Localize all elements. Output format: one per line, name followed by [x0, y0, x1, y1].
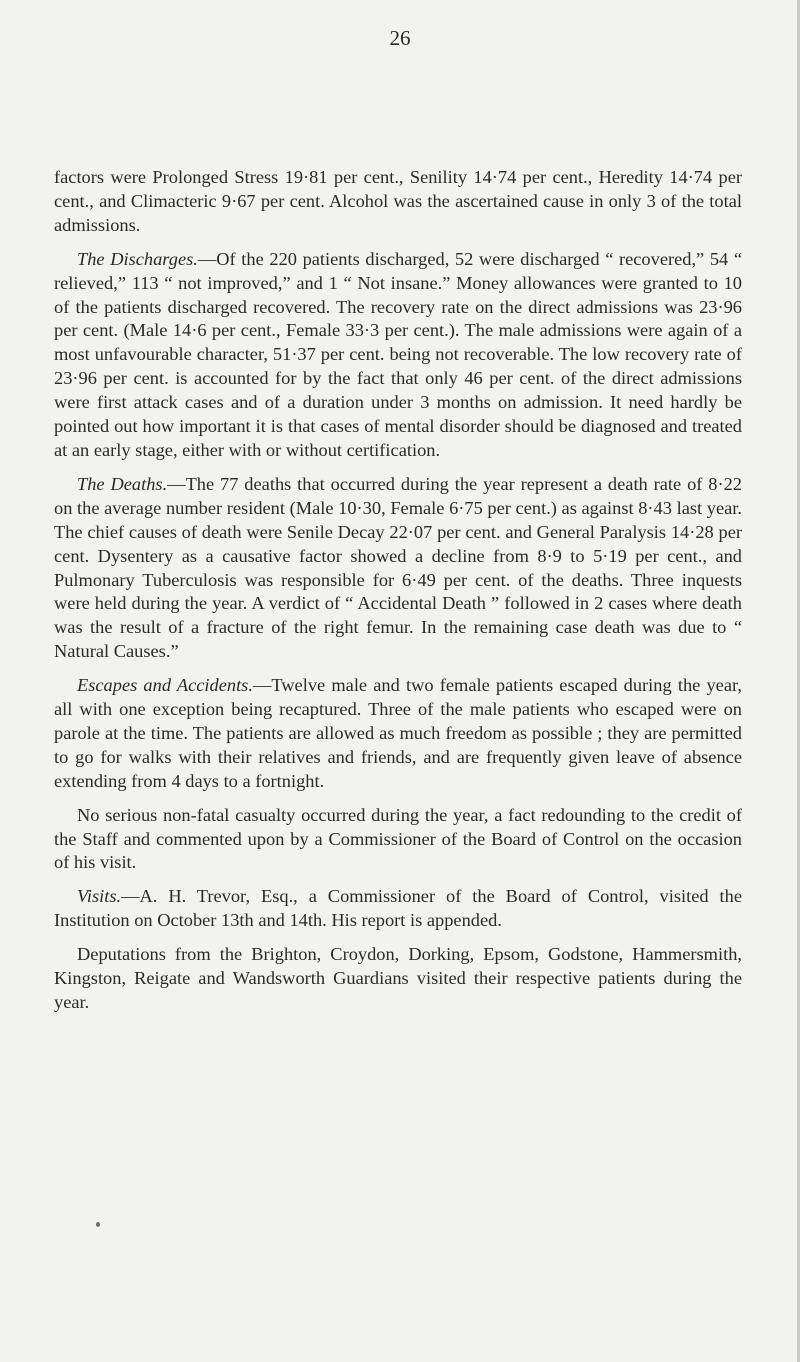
paragraph-text: —Twelve male and two female patients escaped during the year, all with one exception being recaptured. Three of the male patients who escaped were on parole at the time. The patients are allowed as much freedom as possible ; they are permitted to go for walks with their relatives and friends, and are frequently given leave of absence extending from 4 days to a fortnight.: [54, 675, 742, 791]
section-heading-deaths: The Deaths.: [77, 473, 168, 494]
paragraph-text: —A. H. Trevor, Esq., a Commissioner of the Board of Control, visited the Institution on October 13th and 14th. His report is appended.: [54, 886, 742, 931]
paragraph-text: Deputations from the Brighton, Croydon, Dorking, Epsom, Godstone, Hammersmith, Kingston, Reigate and Wandsworth Guardians visited their respective patients during the year.: [54, 944, 742, 1012]
paragraph-visits: [54, 885, 742, 933]
paragraph-casualty: [54, 804, 742, 876]
paragraph-escapes: [54, 674, 742, 794]
body-text: [54, 166, 742, 1025]
paragraph-text: —Of the 220 patients discharged, 52 were discharged “ recovered,” 54 “ relieved,” 113 “ not improved,” and 1 “ Not insane.” Money allowances were granted to 10 of the patients discharged recovered. The recovery rate on the direct admissions was 23·96 per cent. (Male 14·6 per cent., Female 33·3 per cent.). The male admissions were again of a most unfavourable character, 51·37 per cent. being not recoverable. The low recovery rate of 23·96 per cent. is accounted for by the fact that only 46 per cent. of the direct admissions were first attack cases and of a duration under 3 months on admission. It need hardly be pointed out how important it is that cases of mental disorder should be diagnosed and treated at an early stage, either with or without certification.: [54, 248, 742, 460]
ink-speck: [96, 1222, 100, 1227]
section-heading-visits: Visits.: [77, 886, 122, 907]
paragraph-deputations: [54, 943, 742, 1015]
paragraph-text: No serious non-fatal casualty occurred during the year, a fact redounding to the credit of the Staff and commented upon by a Commissioner of the Board of Control on the occasion of his visit.: [54, 804, 742, 873]
section-heading-discharges: The Discharges.: [77, 248, 198, 269]
paragraph-text: factors were Prolonged Stress 19·81 per cent., Senility 14·74 per cent., Heredity 14·74 per cent., and Climacteric 9·67 per cent. Alcohol was the ascertained cause in only 3 of the total admissions.: [54, 167, 742, 235]
page-number: 26: [389, 26, 411, 50]
paragraph-text: —The 77 deaths that occurred during the year represent a death rate of 8·22 on the average number resident (Male 10·30, Female 6·75 per cent.) as against 8·43 last year. The chief causes of death were Senile Decay 22·07 per cent. and General Paralysis 14·28 per cent. Dysentery as a causative factor showed a decline from 8·9 to 5·19 per cent., and Pulmonary Tuberculosis was responsible for 6·49 per cent. of the deaths. Three inquests were held during the year. A verdict of “ Accidental Death ” followed in 2 cases where death was the result of a fracture of the right femur. In the remaining case death was due to “ Natural Causes.”: [54, 473, 742, 662]
paragraph-causes-continued: [54, 166, 742, 238]
paragraph-discharges: [54, 248, 742, 463]
paragraph-deaths: [54, 473, 742, 664]
section-heading-escapes: Escapes and Accidents.: [77, 675, 253, 696]
